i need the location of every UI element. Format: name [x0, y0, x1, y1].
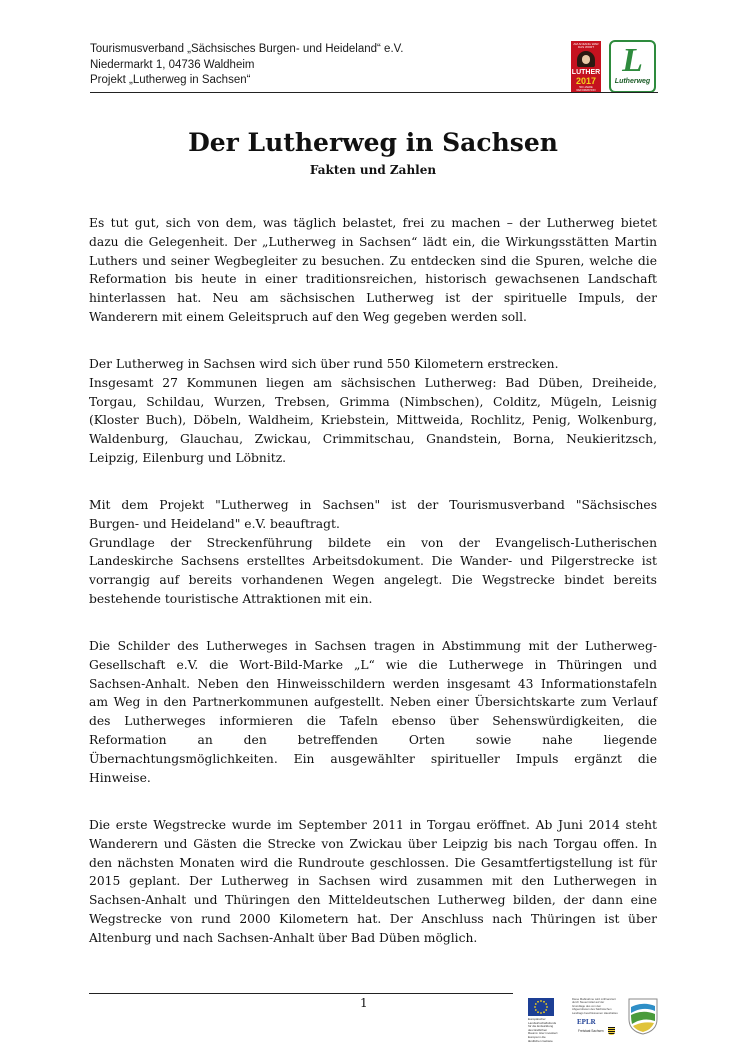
freistaat-sachsen-label: Freistaat Sachsen — [578, 1029, 604, 1033]
paragraph-line: Grundlage der Streckenführung bildete ein von der Evangelisch-Lutherischen — [89, 535, 657, 550]
paragraph-line: Luthers und seiner Wegbegleiter zu besuchen. Zu entdecken sind die Spuren, welche die — [89, 253, 657, 268]
luther-portrait-icon — [577, 51, 595, 67]
paragraph-line: Übernachtungsmöglichkeiten. Ein ausgewählter spiritueller Impuls ergänzt die — [89, 751, 657, 766]
paragraph-introduction — [89, 214, 657, 327]
lutherweg-logo — [609, 40, 656, 93]
leader-region-logo-icon — [627, 997, 659, 1035]
paragraph-line: Es tut gut, sich von dem, was täglich belastet, frei zu machen – der Lutherweg bietet — [89, 216, 657, 230]
lutherweg-letter-mark: L — [622, 42, 643, 79]
paragraph-line: Insgesamt 27 Kommunen liegen am sächsischen Lutherweg: Bad Düben, Dreiheide, — [89, 375, 657, 390]
paragraph-route-communities — [89, 355, 657, 468]
paragraph-line: (Kloster Buch), Döbeln, Waldheim, Kriebstein, Mittweida, Rochlitz, Penig, Wolkenburg, — [89, 413, 657, 428]
header-divider — [90, 92, 658, 93]
paragraph-line: Die erste Wegstrecke wurde im September 2011 in Torgau eröffnet. Ab Juni 2014 steht — [89, 818, 657, 832]
letterhead-line-project: Projekt „Lutherweg in Sachsen“ — [90, 74, 251, 86]
paragraph-line: Altenburg und nach Sachsen-Anhalt über Bad Düben möglich. — [89, 930, 478, 945]
luther-logo-year: 2017 — [575, 76, 597, 86]
paragraph-line: des Lutherweges informieren die Tafeln ebenso über Sehenswürdigkeiten, die — [89, 714, 657, 729]
paragraph-line: Wanderern und Gästen die Strecke von Zwickau über Leipzig bis nach Torgau offen. In — [89, 836, 657, 851]
paragraph-line: Mit dem Projekt "Lutherweg in Sachsen" ist der Tourismusverband "Sächsisches — [89, 498, 657, 512]
luther-logo-word: LUTHER — [571, 69, 601, 76]
paragraph-line: Hinweise. — [89, 770, 151, 785]
paragraph-line: den nächsten Monaten wird die Rundroute geschlossen. Die Gesamtfertigstellung ist für — [89, 855, 657, 870]
paragraph-line: Gesellschaft e.V. die Wort-Bild-Marke „L“ wie die Lutherwege in Thüringen und — [89, 657, 657, 672]
letterhead-line-organization: Tourismusverband „Sächsisches Burgen- und Heideland“ e.V. — [90, 43, 404, 55]
paragraph-line: hinterlassen hat. Neu am sächsischen Lutherweg ist der spirituelle Impuls, der — [89, 291, 657, 306]
paragraph-signage — [89, 637, 657, 787]
paragraph-line: Der Lutherweg in Sachsen wird sich über rund 550 Kilometern erstrecken. — [89, 357, 559, 371]
letterhead — [90, 42, 570, 89]
document-title: Der Lutherweg in Sachsen — [188, 128, 558, 157]
page-number: 1 — [360, 996, 368, 1010]
luther-logo-top-text: AM ANFANG WAR DAS WORT — [573, 42, 599, 49]
paragraph-line: Die Schilder des Lutherweges in Sachsen tragen in Abstimmung mit der Lutherweg- — [89, 639, 657, 653]
luther-logo-sub-text: 500 JAHRE REFORMATION — [576, 86, 596, 92]
paragraph-line: Leipzig, Eilenburg und Löbnitz. — [89, 450, 287, 465]
paragraph-line: Wegstrecke von rund 2000 Kilometern hat. Der Anschluss nach Thüringen ist über — [89, 911, 657, 926]
paragraph-timeline — [89, 816, 657, 948]
paragraph-line: 2015 geplant. Der Lutherweg in Sachsen wird zusammen mit den Lutherwegen in — [89, 874, 657, 889]
document-subtitle: Fakten und Zahlen — [309, 163, 437, 177]
paragraph-line: Reformation bis heute in einer traditionsreichen, historisch gewachsenen Landschaft — [89, 272, 657, 287]
sachsen-crest-icon — [608, 1027, 615, 1035]
letterhead-line-address: Niedermarkt 1, 04736 Waldheim — [90, 58, 255, 71]
footer-divider — [89, 993, 513, 994]
eu-flag-icon — [528, 998, 554, 1016]
paragraph-line: Landeskirche Sachsens erstelltes Arbeitsdokument. Die Wander- und Pilgerstrecke ist — [89, 554, 657, 569]
funding-logos — [528, 996, 620, 1043]
eu-fund-text: Europäischer Landwirtschaftsfonds für die Entwicklung des ländlichen Raums: Hier investiert Europa in die ländlichen Gebiete — [528, 1017, 558, 1043]
paragraph-line: Reformation an den betreffenden Orten sowie nahe liegende — [89, 732, 657, 747]
paragraph-line: am Weg in den Partnerkommunen aufgestellt. Neben einer Übersichtskarte zum Verlauf — [89, 695, 657, 710]
lutherweg-logo-label: Lutherweg — [614, 78, 651, 85]
eplr-logo: EPLR — [577, 1018, 596, 1026]
paragraph-line: vorrangig auf bereits vorhandenen Wegen angelegt. Die Wegstrecke bindet bereits — [89, 573, 657, 588]
paragraph-line: Torgau, Schildau, Wurzen, Trebsen, Grimma (Nimbschen), Colditz, Mügeln, Leisnig — [89, 394, 657, 409]
luther-2017-logo — [571, 41, 601, 92]
eplr-funding-text: Diese Maßnahme wird mitfinanziert durch Steuermittel auf der Grundlage des von den Abgeordneten des Sächsischen Landtags beschlossenen Haushaltes — [572, 997, 618, 1015]
paragraph-line: Burgen- und Heideland" e.V. beauftragt. — [89, 516, 340, 531]
paragraph-line: dazu die Gelegenheit. Der „Lutherweg in Sachsen“ lädt ein, die Wirkungsstätten Martin — [89, 234, 657, 249]
paragraph-line: Sachsen-Anhalt und Thüringen den Mitteldeutschen Lutherweg bilden, der dann eine — [89, 893, 657, 908]
paragraph-line: Wanderern mit einem Geleitspruch auf den Weg gegeben werden soll. — [89, 309, 527, 324]
paragraph-line: Waldenburg, Glauchau, Zwickau, Crimmitschau, Gnandstein, Borna, Neukieritzsch, — [89, 432, 657, 447]
paragraph-project-basis — [89, 496, 657, 609]
paragraph-line: bestehende touristische Attraktionen mit ein. — [89, 591, 373, 606]
paragraph-line: Sachsen-Anhalt. Neben den Hinweisschildern werden insgesamt 43 Informationstafeln — [89, 676, 657, 691]
